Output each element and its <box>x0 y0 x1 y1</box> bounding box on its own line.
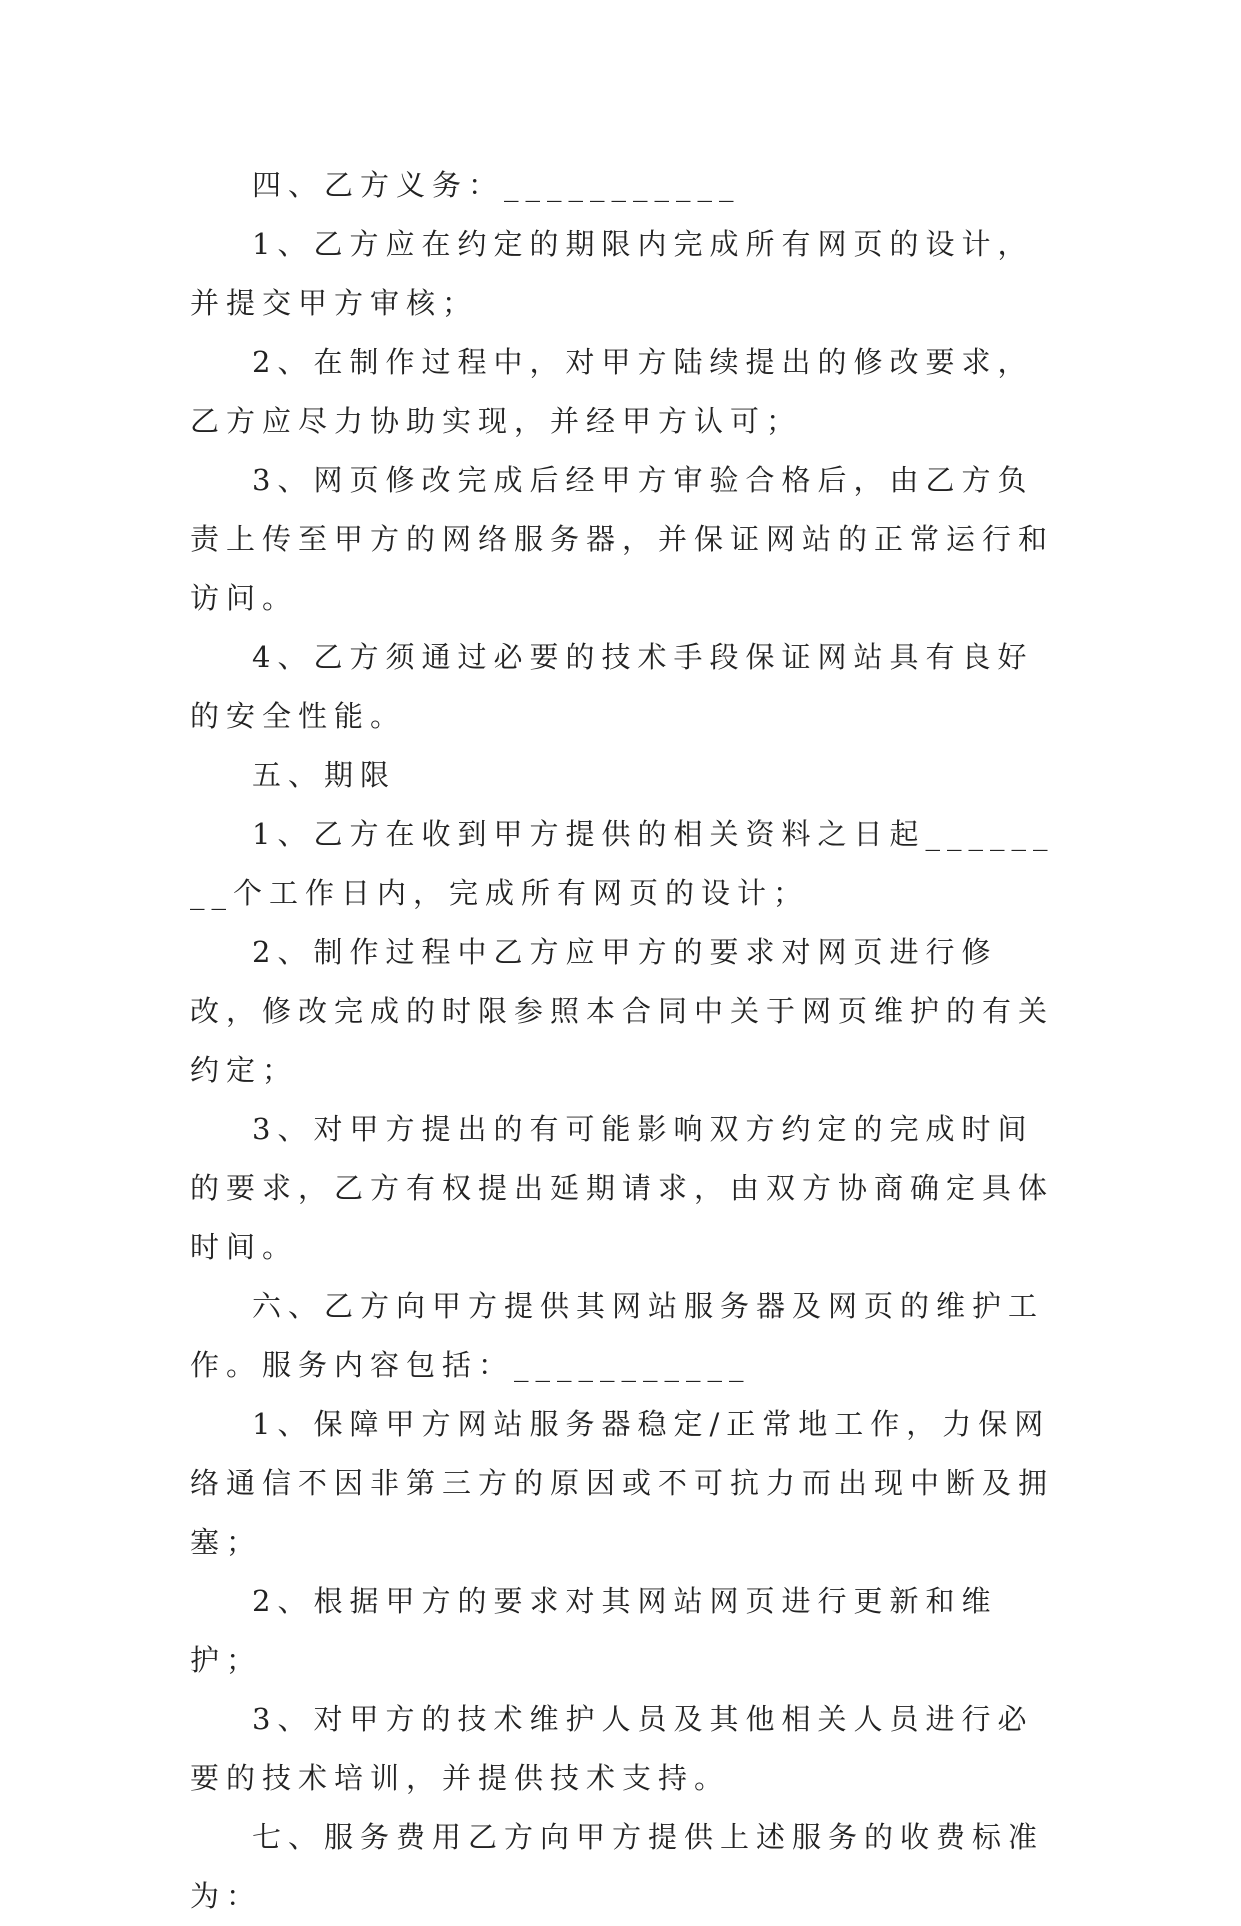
obligation-item-2: 2、在制作过程中，对甲方陆续提出的修改要求，乙方应尽力协助实现，并经甲方认可； <box>190 345 1034 438</box>
section-heading-maintenance: 六、乙方向甲方提供其网站服务器及网页的维护工作。服务内容包括：___________ <box>190 1289 1045 1382</box>
section-heading-obligations: 四、乙方义务：___________ <box>252 168 741 202</box>
obligation-item-3: 3、网页修改完成后经甲方审验合格后，由乙方负责上传至甲方的网络服务器，并保证网站的正常运行和访问。 <box>190 463 1055 615</box>
term-item-2: 2、制作过程中乙方应甲方的要求对网页进行修改，修改完成的时限参照本合同中关于网页维护的有关约定； <box>190 935 1055 1087</box>
term-item-1: 1、乙方在收到甲方提供的相关资料之日起________个工作日内，完成所有网页的设计； <box>190 817 1055 910</box>
maintenance-item-2: 2、根据甲方的要求对其网站网页进行更新和维护； <box>190 1584 998 1677</box>
maintenance-item-1: 1、保障甲方网站服务器稳定/正常地工作，力保网络通信不因非第三方的原因或不可抗力而出现中断及拥塞； <box>190 1407 1055 1559</box>
document-body <box>190 156 1060 1926</box>
obligation-item-1: 1、乙方应在约定的期限内完成所有网页的设计，并提交甲方审核； <box>190 227 1034 320</box>
section-heading-fees: 七、服务费用乙方向甲方提供上述服务的收费标准为： <box>190 1820 1045 1913</box>
section-heading-term: 五、期限 <box>252 758 397 792</box>
term-item-3: 3、对甲方提出的有可能影响双方约定的完成时间的要求，乙方有权提出延期请求，由双方协商确定具体时间。 <box>190 1112 1055 1264</box>
maintenance-item-3: 3、对甲方的技术维护人员及其他相关人员进行必要的技术培训，并提供技术支持。 <box>190 1702 1034 1795</box>
obligation-item-4: 4、乙方须通过必要的技术手段保证网站具有良好的安全性能。 <box>190 640 1034 733</box>
